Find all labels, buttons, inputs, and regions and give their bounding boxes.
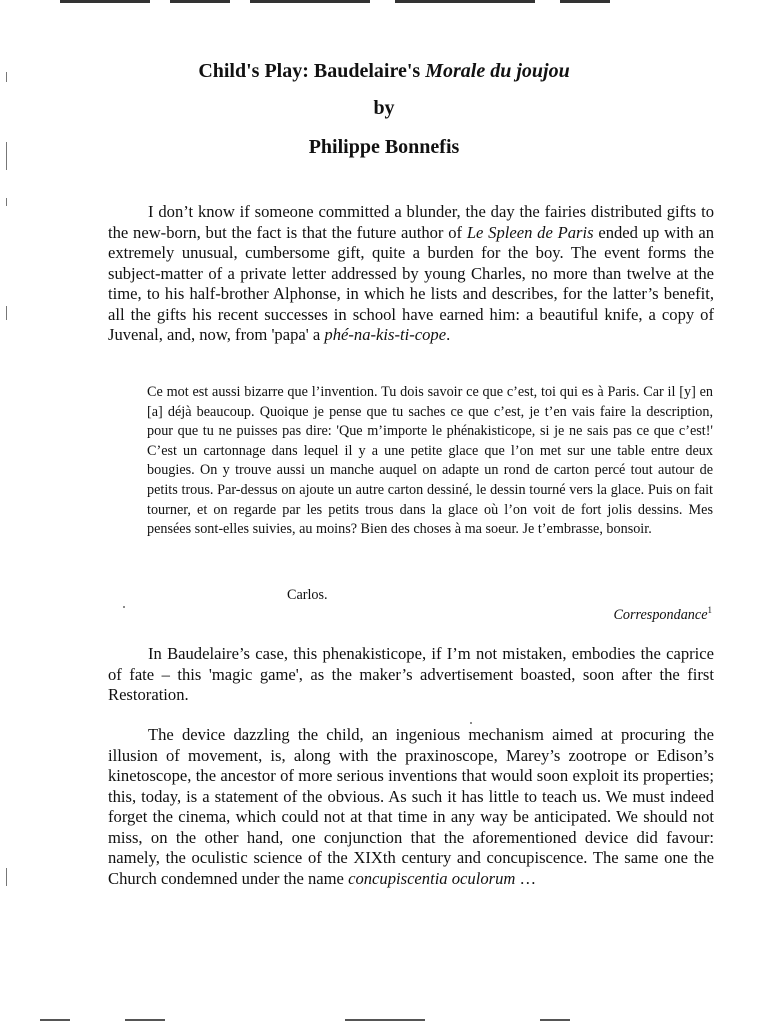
italic-term: phé-na-kis-ti-cope [324, 325, 447, 344]
paragraph-intro [108, 202, 714, 346]
paragraph-text: . [446, 325, 451, 344]
paragraph-second: In Baudelaire’s case, this phenakisticope, if I’m not mistaken, embodies the caprice of fate – this 'magic game', as the maker’s advertisement boasted, soon after the first Restoration. [108, 644, 714, 704]
book-title: Le Spleen de Paris [466, 222, 594, 242]
scan-margin-mark [6, 198, 7, 206]
author-name: Philippe Bonnefis [308, 136, 460, 158]
scan-artifact-top [0, 0, 768, 8]
block-quote: Ce mot est aussi bizarre que l’invention. Tu dois savoir ce que c’est, toi qui es à Paris. Car il [y] en [a] déjà beaucoup. Quoique je pense que tu saches ce que c’est, je t’en vais faire la description, pour que tu ne puisses pas dire: 'Que m’importe le phénakisticope, si je ne sais pas ce que c’est!' C’est un cartonnage dans lequel il y a une petite glace que l’on met sur une table entre deux bougies. On y trouve aussi un manche auquel on adapte un rond de carton percé tout autour de petits trous. Par-dessus on ajoute un autre carton dessiné, le dessin tourné vers la glace. Puis on fait tourner, et on regarde par les petits trous dans la glace où l’on voit de fort jolis dessins. Mes pensées sont-elles suivies, au moins? Bien des choses à ma soeur. Je t’embrasse, bonsoir. [147, 384, 713, 538]
scan-margin-mark [6, 306, 7, 320]
footnote-marker: 1 [707, 605, 712, 615]
paragraph-text: I don’t know if someone committed a blunder, the day the fairies distributed gifts to the new-born, but the fact is that the future author of [108, 202, 714, 242]
paragraph-text: … [515, 868, 537, 888]
byline-by: by [373, 97, 395, 119]
paragraph-text: ended up with an extremely unusual, cumbersome gift, quite a burden for the boy. The event forms the subject-matter of a private letter addressed by young Charles, no more than twelve at the time, to his half-brother Alphonse, in which he lists and describes, for the latter’s benefit, all the gifts his recent successes in school have earned him: a beautiful knife, a copy of Juvenal, and, now, from 'papa' a [108, 222, 714, 344]
title-italic: Morale du joujou [425, 60, 570, 82]
paragraph-third [108, 725, 714, 889]
title-text: Child's Play: Baudelaire's [198, 60, 426, 82]
latin-term: concupiscentia oculorum [348, 868, 516, 888]
quote-source [613, 605, 712, 624]
source-title: Correspondance [613, 607, 708, 623]
scan-speck [123, 606, 125, 608]
page-title [0, 60, 768, 83]
quote-signature: Carlos. [287, 587, 328, 603]
scan-speck [470, 722, 472, 724]
scan-margin-mark [6, 868, 7, 886]
paragraph-text: The device dazzling the child, an ingenious mechanism aimed at procuring the illusion of movement, is, along with the praxinoscope, Marey’s zootrope or Edison’s kinetoscope, the ancestor of more serious inventions that would soon exploit its properties; this, today, is a statement of the obvious. As such it has little to teach us. We must indeed forget the cinema, which could not at that time in any way be anticipated. We should not miss, on the other hand, one conjunction that the aforementioned device did favour: namely, the oculistic science of the XIXth century and concupiscence. The same one the Church condemned under the name [108, 725, 714, 888]
